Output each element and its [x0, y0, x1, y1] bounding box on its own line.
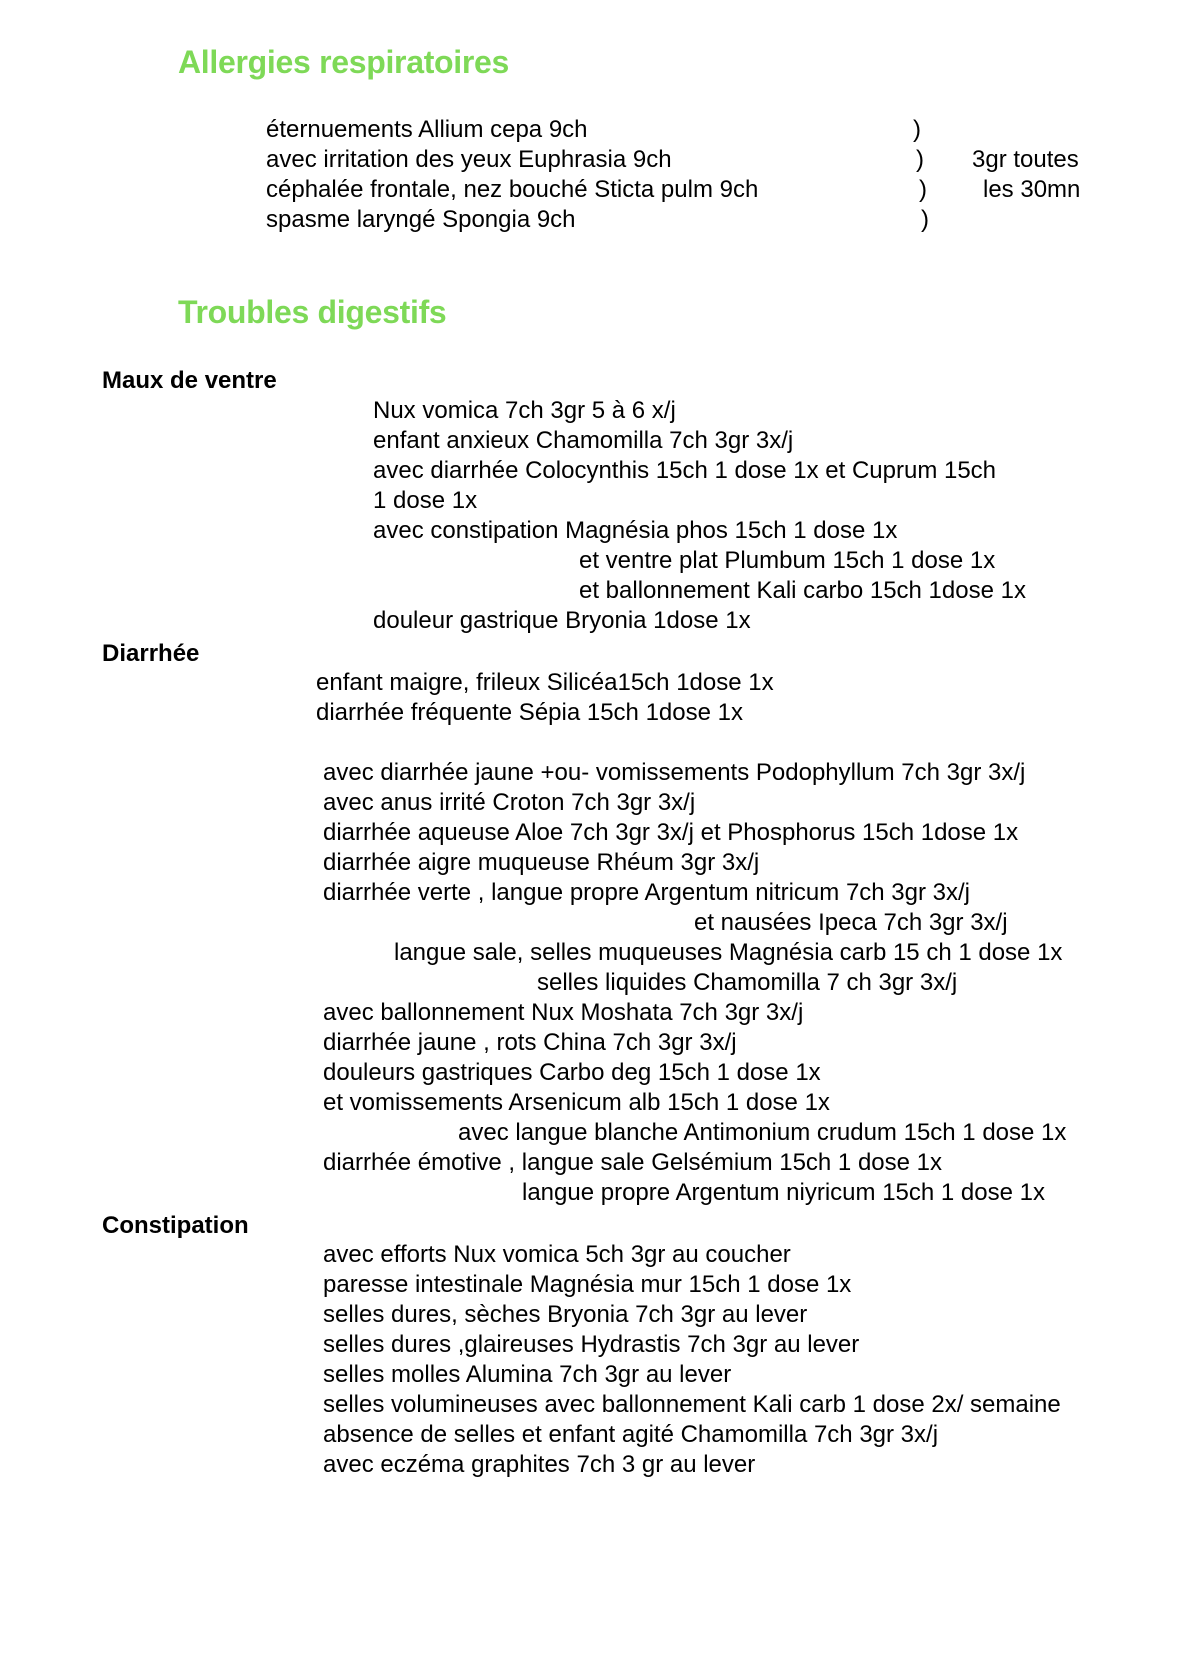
diarrhee-line: diarrhée aigre muqueuse Rhéum 3gr 3x/j [323, 849, 760, 876]
diarrhee-line: avec diarrhée jaune +ou- vomissements Podophyllum 7ch 3gr 3x/j [323, 759, 1026, 786]
maux-line: douleur gastrique Bryonia 1dose 1x [373, 607, 751, 634]
constipation-line: paresse intestinale Magnésia mur 15ch 1 dose 1x [323, 1271, 852, 1298]
diarrhee-line: et vomissements Arsenicum alb 15ch 1 dose 1x [323, 1089, 830, 1116]
diarrhee-line: diarrhée émotive , langue sale Gelsémium 15ch 1 dose 1x [323, 1149, 943, 1176]
allergies-dose: 3gr toutes [972, 146, 1079, 173]
diarrhee-line: langue propre Argentum niyricum 15ch 1 dose 1x [522, 1179, 1045, 1206]
allergies-line: spasme laryngé Spongia 9ch [266, 206, 576, 233]
bracket: ) [913, 116, 921, 143]
maux-line: et ventre plat Plumbum 15ch 1 dose 1x [579, 547, 996, 574]
allergies-dose: les 30mn [983, 176, 1081, 203]
constipation-line: avec eczéma graphites 7ch 3 gr au lever [323, 1451, 756, 1478]
diarrhee-line: douleurs gastriques Carbo deg 15ch 1 dose 1x [323, 1059, 821, 1086]
maux-line: avec constipation Magnésia phos 15ch 1 dose 1x [373, 517, 898, 544]
diarrhee-line: diarrhée verte , langue propre Argentum nitricum 7ch 3gr 3x/j [323, 879, 971, 906]
allergies-line: éternuements Allium cepa 9ch [266, 116, 588, 143]
diarrhee-line: diarrhée fréquente Sépia 15ch 1dose 1x [316, 699, 743, 726]
constipation-line: avec efforts Nux vomica 5ch 3gr au coucher [323, 1241, 791, 1268]
subsection-title-constipation: Constipation [102, 1212, 249, 1239]
section-title-digestifs: Troubles digestifs [178, 294, 447, 330]
maux-line: 1 dose 1x [373, 487, 478, 514]
constipation-line: selles dures, sèches Bryonia 7ch 3gr au lever [323, 1301, 808, 1328]
diarrhee-line: diarrhée jaune , rots China 7ch 3gr 3x/j [323, 1029, 737, 1056]
allergies-line: avec irritation des yeux Euphrasia 9ch [266, 146, 672, 173]
section-title-allergies: Allergies respiratoires [178, 44, 510, 80]
constipation-line: absence de selles et enfant agité Chamomilla 7ch 3gr 3x/j [323, 1421, 939, 1448]
maux-line: et ballonnement Kali carbo 15ch 1dose 1x [579, 577, 1026, 604]
diarrhee-line: avec langue blanche Antimonium crudum 15ch 1 dose 1x [458, 1119, 1067, 1146]
bracket: ) [916, 146, 924, 173]
subsection-title-maux: Maux de ventre [102, 367, 277, 394]
subsection-title-diarrhee: Diarrhée [102, 640, 200, 667]
bracket: ) [921, 206, 929, 233]
constipation-line: selles dures ,glaireuses Hydrastis 7ch 3gr au lever [323, 1331, 860, 1358]
diarrhee-line: enfant maigre, frileux Silicéa15ch 1dose 1x [316, 669, 774, 696]
diarrhee-line: et nausées Ipeca 7ch 3gr 3x/j [694, 909, 1008, 936]
diarrhee-line: diarrhée aqueuse Aloe 7ch 3gr 3x/j et Phosphorus 15ch 1dose 1x [323, 819, 1019, 846]
maux-line: avec diarrhée Colocynthis 15ch 1 dose 1x et Cuprum 15ch [373, 457, 997, 484]
diarrhee-line: avec anus irrité Croton 7ch 3gr 3x/j [323, 789, 696, 816]
bracket: ) [919, 176, 927, 203]
maux-line: enfant anxieux Chamomilla 7ch 3gr 3x/j [373, 427, 794, 454]
diarrhee-line: avec ballonnement Nux Moshata 7ch 3gr 3x/j [323, 999, 804, 1026]
diarrhee-line: langue sale, selles muqueuses Magnésia carb 15 ch 1 dose 1x [394, 939, 1063, 966]
diarrhee-line: selles liquides Chamomilla 7 ch 3gr 3x/j [537, 969, 958, 996]
maux-line: Nux vomica 7ch 3gr 5 à 6 x/j [373, 397, 676, 424]
constipation-line: selles molles Alumina 7ch 3gr au lever [323, 1361, 732, 1388]
allergies-line: céphalée frontale, nez bouché Sticta pulm 9ch [266, 176, 759, 203]
constipation-line: selles volumineuses avec ballonnement Kali carb 1 dose 2x/ semaine [323, 1391, 1061, 1418]
